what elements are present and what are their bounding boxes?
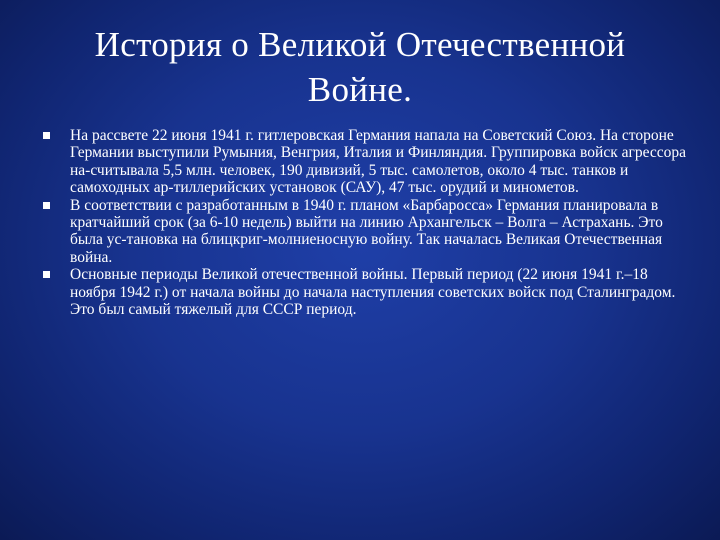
bullet-text-1: На рассвете 22 июня 1941 г. гитлеровская Германия напала на Советский Союз. На стороне Германии выступили Румыния, Венгрия, Италия и Финляндия. Группировка войск агрессора на-считывала 5,5 млн. человек, 190 дивизий, 5 тыс. самолетов, около 4 тыс. танков и самоходных ар-тиллерийских установок (САУ), 47 тыс. орудий и минометов. (70, 127, 686, 197)
bullet-text-3: Основные периоды Великой отечественной войны. Первый период (22 июня 1941 г.–18 ноября 1942 г.) от начала войны до начала наступления советских войск под Сталинградом. Это был самый тяжелый для СССР период. (70, 266, 676, 319)
bullet-list (40, 127, 690, 318)
square-bullet-icon (43, 202, 50, 209)
bullet-item-3 (40, 266, 690, 318)
slide-title-line-2: Войне. (307, 70, 413, 109)
square-bullet-icon (43, 271, 50, 278)
square-bullet-icon (43, 132, 50, 139)
slide-title-line-1: История о Великой Отечественной (94, 25, 626, 64)
bullet-item-2 (40, 197, 690, 267)
bullet-text-2: В соответствии с разработанным в 1940 г. планом «Барбаросса» Германия планировала в кратчайший срок (за 6-10 недель) выйти на линию Архангельск – Волга – Астрахань. Это была ус-тановка на блицкриг-молниеносную войну. Так началась Великая Отечественная война. (70, 196, 663, 266)
slide-title (20, 22, 700, 112)
bullet-item-1 (40, 127, 690, 197)
